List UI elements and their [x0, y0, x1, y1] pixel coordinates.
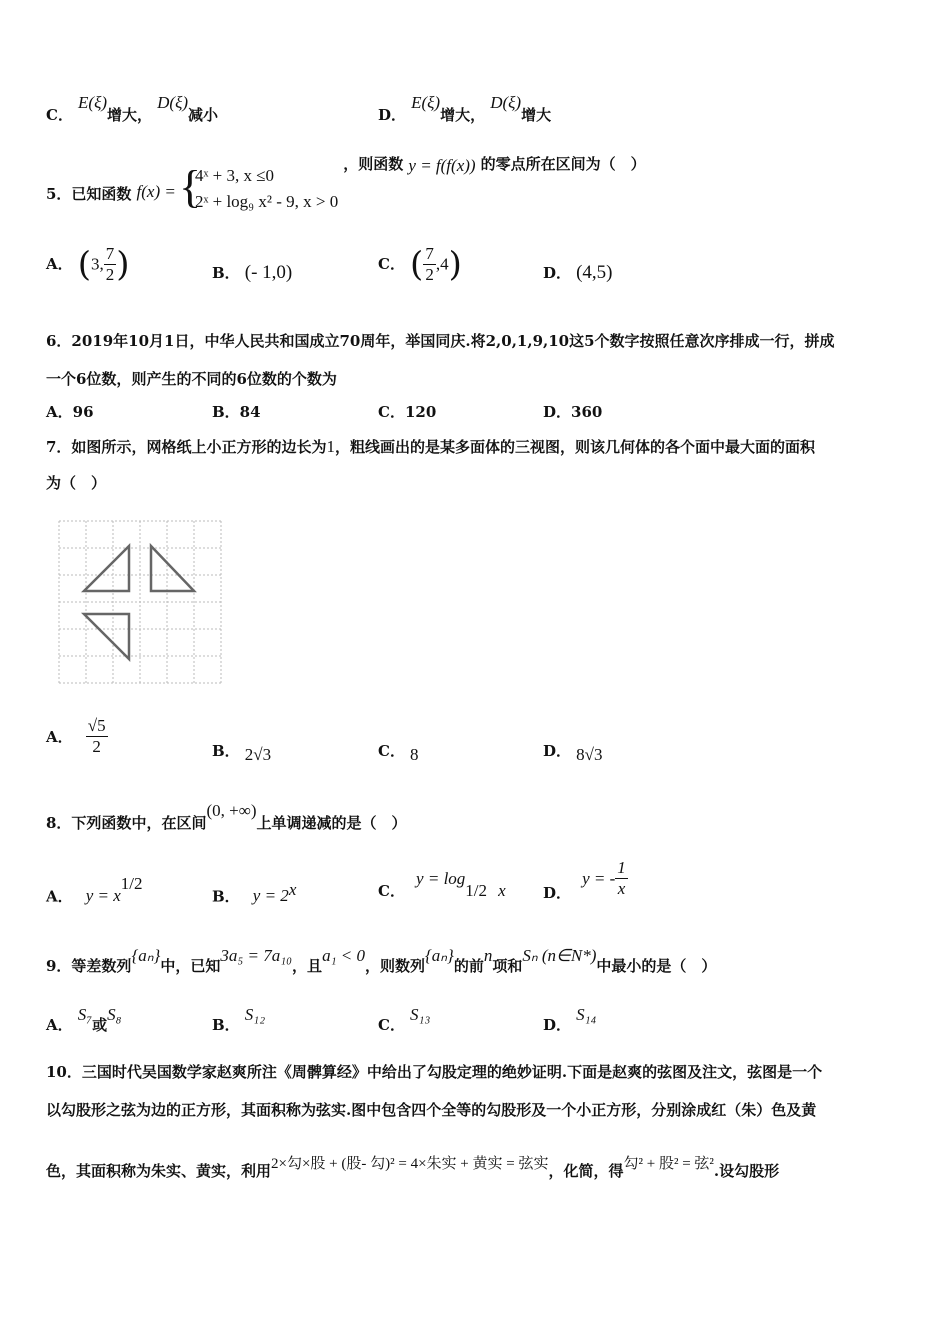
- interval: (- 1,0): [244, 262, 293, 283]
- q5-stem: [46, 155, 646, 219]
- numerator: 7: [425, 244, 434, 263]
- paren-icon: (: [77, 244, 91, 285]
- composite-function: y = f(f(x)): [408, 156, 476, 175]
- question-text: ，则函数: [343, 155, 404, 173]
- interval: (4,5): [576, 262, 613, 283]
- option-label: C．: [378, 742, 405, 760]
- variable: n: [483, 946, 493, 965]
- side-view-triangle: [151, 546, 194, 591]
- option-c: C．120: [378, 403, 437, 421]
- option-value: S₁₄: [576, 1005, 597, 1024]
- denominator: 2: [105, 265, 115, 284]
- fraction: [615, 858, 628, 899]
- question-text: 上单调递减的是（ ）: [256, 814, 407, 832]
- option-value: S₁₃: [410, 1005, 431, 1024]
- question-text: 中，已知: [160, 957, 221, 975]
- option-label: C．: [378, 255, 405, 273]
- question-text: ，化简，得: [548, 1162, 624, 1180]
- question-text: 10．三国时代吴国数学家赵爽所注《周髀算经》中给出了勾股定理的绝妙证明.下面是赵爽的弦图及注文，弦图是一个: [46, 1063, 823, 1081]
- interval: (0, +∞): [206, 801, 257, 820]
- q5-option-d: [543, 262, 613, 284]
- fraction: [423, 244, 436, 285]
- question-text: 的前: [453, 957, 484, 975]
- denominator: 2: [425, 265, 434, 284]
- q5-option-a: [46, 244, 130, 285]
- q9-option-d: [543, 1005, 597, 1035]
- q9-stem: [46, 946, 717, 976]
- option-label: C．: [378, 1016, 405, 1034]
- variance-expr: D(ξ): [490, 93, 522, 112]
- piecewise-case: 4ˣ + 3, x ≤0: [194, 166, 275, 185]
- option-value: y = log: [416, 869, 466, 888]
- option-a: A．96: [46, 403, 94, 421]
- condition: a₁ < 0: [322, 946, 365, 965]
- top-view-triangle: [84, 614, 129, 659]
- q7-stem-line1: [46, 436, 815, 457]
- option-label: D．: [543, 1016, 572, 1034]
- question-text: 以勾股形之弦为边的正方形，其面积称为弦实.图中包含四个全等的勾股形及一个小正方形，分别涂成红（朱）色及黄: [46, 1101, 817, 1119]
- sequence: {aₙ}: [424, 946, 454, 965]
- option-value: S₈: [107, 1005, 122, 1024]
- q7-option-a: [46, 716, 108, 757]
- q8-option-c: [378, 869, 506, 905]
- function-name: f(x) =: [136, 182, 176, 201]
- denominator: 2: [92, 737, 101, 756]
- three-view-figure: [55, 517, 225, 689]
- option-label: A．: [46, 1016, 73, 1034]
- q7-option-c: [378, 740, 419, 764]
- q8-stem: [46, 801, 407, 833]
- question-text: .设勾股形: [713, 1162, 780, 1180]
- interval-endpoint: 3,: [91, 254, 104, 274]
- condition: 3a₅ = 7a₁₀: [220, 946, 293, 965]
- q9-option-b: [212, 1005, 266, 1035]
- q7-option-d: [543, 740, 603, 764]
- option-text: 减小: [188, 106, 219, 124]
- question-text: 项和: [492, 957, 523, 975]
- option-value: y = -: [582, 868, 616, 888]
- option-b: B．84: [212, 403, 261, 421]
- question-text: 7．如图所示，网格纸上小正方形的边长为: [46, 438, 327, 456]
- fraction: [86, 716, 108, 757]
- q9-option-a: [46, 1005, 122, 1035]
- question-text: 为（ ）: [46, 474, 107, 492]
- question-text: ，则数列: [364, 957, 425, 975]
- option-label: D．: [378, 106, 407, 124]
- q7-option-b: [212, 740, 272, 764]
- log-base: 1/2: [465, 881, 488, 901]
- option-label: D．: [543, 884, 572, 902]
- q9-option-c: [378, 1005, 431, 1035]
- paren-icon: ): [448, 244, 462, 285]
- option-text: 增大: [521, 106, 552, 124]
- exponent: 1/2: [120, 874, 143, 893]
- option-value: 8√3: [576, 745, 603, 764]
- question-text: 6．2019年10月1日，中华人民共和国成立70周年，举国同庆.将2,0,1,9,10这5个数字按照任意次序排成一行，拼成: [46, 332, 835, 350]
- option-value: S₁₂: [244, 1005, 266, 1024]
- option-d: D．360: [543, 403, 603, 421]
- option-text: 增大，: [440, 106, 486, 124]
- option-value: y = 2: [252, 886, 289, 906]
- option-label: D．: [543, 742, 572, 760]
- question-text: 色，其面积称为朱实、黄实，利用: [46, 1162, 272, 1180]
- formula: 勾² + 股² = 弦²: [623, 1156, 714, 1172]
- partial-sum: Sₙ (n∈N*): [522, 946, 597, 965]
- option-value: 8: [410, 745, 419, 764]
- q5-option-b: [212, 262, 292, 284]
- option-label: B．: [212, 742, 240, 760]
- option-value: S₇: [77, 1005, 93, 1024]
- option-label: A．: [46, 728, 73, 746]
- question-text: 9．等差数列: [46, 957, 132, 975]
- formula: 2×勾×股 + (股- 勾)² = 4×朱实 + 黄实 = 弦实: [271, 1156, 549, 1172]
- question-text: 一个6位数，则产生的不同的6位数的个数为: [46, 370, 337, 388]
- option-label: B．: [212, 1016, 240, 1034]
- option-label: B．: [212, 264, 240, 282]
- piecewise-function: [178, 161, 339, 215]
- numerator: 7: [105, 244, 115, 263]
- option-label: C．: [46, 106, 73, 124]
- q10-line3: [46, 1156, 780, 1181]
- piecewise-case: 2ˣ + log₉ x² - 9, x > 0: [194, 192, 339, 211]
- variance-expr: D(ξ): [157, 93, 189, 112]
- brace-icon: {: [178, 161, 202, 212]
- q4-option-d: [378, 93, 552, 125]
- option-label: D．: [543, 264, 572, 282]
- question-text: ，且: [292, 957, 323, 975]
- option-value: 2√3: [244, 745, 272, 764]
- paren-icon: ): [116, 244, 130, 285]
- log-argument: x: [498, 881, 506, 900]
- question-text: ，粗线画出的是某多面体的三视图，则该几何体的各个面中最大面的面积: [334, 438, 815, 456]
- numerator: 1: [617, 858, 626, 877]
- sequence: {aₙ}: [131, 946, 161, 965]
- expectation-expr: E(ξ): [78, 93, 108, 112]
- front-view-triangle: [84, 546, 129, 591]
- denominator: x: [617, 879, 626, 898]
- option-label: C．: [378, 882, 405, 900]
- q8-option-a: [46, 874, 143, 906]
- fraction: [104, 244, 117, 285]
- q8-option-d: [543, 858, 628, 902]
- question-text: 的零点所在区间为（ ）: [480, 155, 646, 173]
- q4-option-c: [46, 93, 219, 125]
- number: 1: [326, 437, 335, 456]
- numerator: √5: [87, 716, 106, 735]
- option-label: A．: [46, 255, 73, 273]
- q8-option-b: [212, 880, 296, 906]
- option-text: 或: [92, 1016, 108, 1034]
- exponent: x: [288, 880, 297, 899]
- option-value: y = x: [85, 886, 121, 906]
- expectation-expr: E(ξ): [411, 93, 441, 112]
- question-text: 5．已知函数: [46, 185, 132, 203]
- question-text: 8．下列函数中，在区间: [46, 814, 207, 832]
- question-text: 中最小的是（ ）: [596, 957, 717, 975]
- interval-endpoint: ,4: [435, 254, 449, 274]
- paren-icon: (: [410, 244, 424, 285]
- option-label: A．: [46, 887, 73, 906]
- option-label: B．: [212, 887, 240, 906]
- q5-option-c: [378, 244, 462, 285]
- option-text: 增大，: [107, 106, 153, 124]
